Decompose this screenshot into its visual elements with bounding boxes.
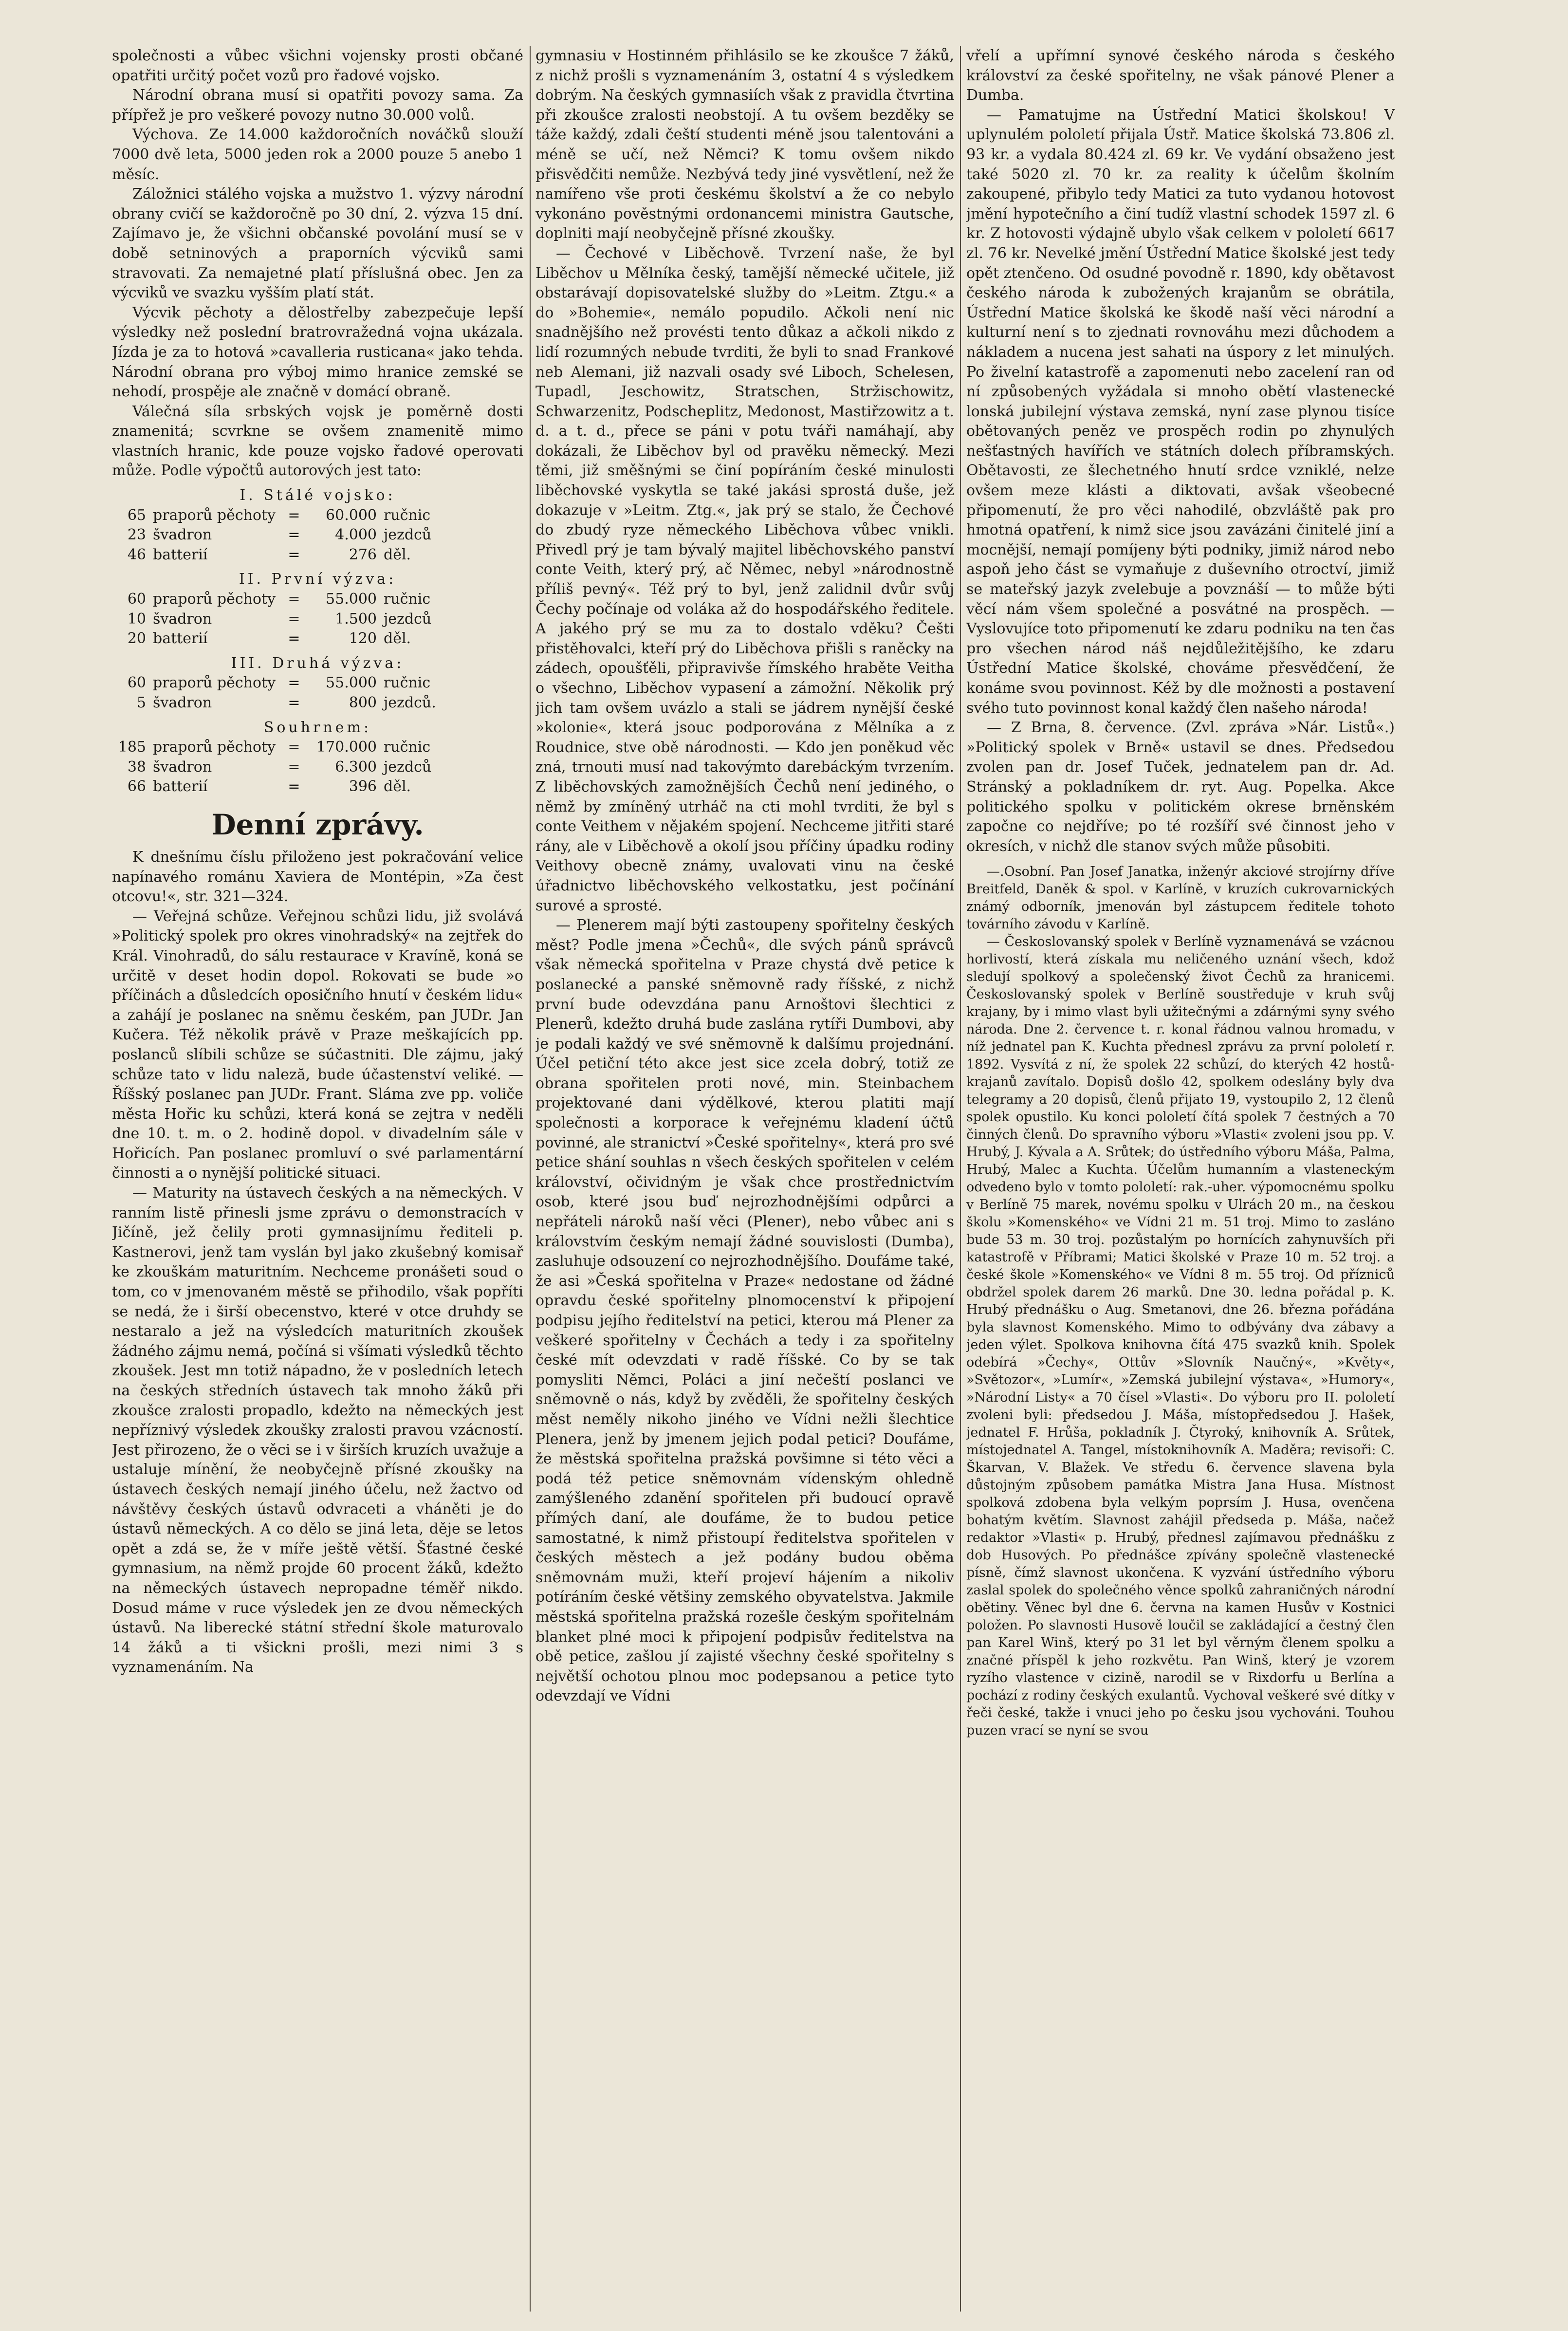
column-divider [960, 46, 961, 2312]
count-cell: 38 [127, 758, 146, 776]
army-table [112, 738, 523, 797]
count-cell: 60 [127, 591, 146, 608]
article-paragraph: vřelí a upřímní synové českého národa s českého království za české spořitelny, ne však pánové Plener a Dumba. [966, 47, 1395, 104]
army-table [112, 673, 523, 713]
value-cell: 396 [349, 778, 377, 796]
equals-cell: = [288, 630, 300, 648]
unit-cell: švadron [153, 694, 212, 711]
unit-cell: praporů pěchoty [153, 506, 276, 524]
equals-cell: = [288, 506, 300, 524]
kind-cell: jezdců. [384, 694, 436, 711]
article-paragraph: Národní obrana musí si opatřiti povozy sama. Za přípřež je pro veškeré povozy nutno 30.000 volů. [112, 87, 523, 124]
unit-cell: batterií [153, 630, 208, 648]
equals-cell: = [288, 758, 300, 776]
article-paragraph-small: —.Osobní. Pan Josef Janatka, inženýr akciové strojírny dříve Breitfeld, Daněk & spol. v Karlíně, v kruzích cukrovarnických známý odborník, jmenován byl zástupcem ředitele tohoto továrního závodu v Karlíně. [966, 864, 1395, 932]
table-row [112, 673, 523, 693]
article-paragraph: společnosti a vůbec všichni vojensky prosti občané opatřiti určitý počet vozů pro řadové vojsko. [112, 47, 523, 84]
value-cell: 60.000 [326, 506, 377, 524]
count-cell: 46 [127, 546, 146, 563]
table-row [112, 693, 523, 713]
count-cell: 20 [127, 630, 146, 648]
unit-cell: švadron [153, 526, 212, 544]
equals-cell: = [288, 739, 300, 756]
kind-cell: jezdců [384, 526, 432, 544]
article-paragraph-small: — Českoslovanský spolek v Berlíně vyznamenává se vzácnou horlivostí, která získala mu neličeného uznání všech, kdož sledují spolkový a společenský život Čechů za hranicemi. Českoslovanský spolek v Berlíně soustředuje v kruh svůj krajany, by i mimo vlast byli užitečnými a zdárnými syny svého národa. Dne 2. července t. r. konal řádnou valnou hromadu, v níž jednatel pan K. Kuchta přednesl zprávu za první pololetí r. 1892. Vysvítá z ní, že spolek 22 schůzí, do kterých 42 hostů-krajanů zavítalo. Dopisů došlo 42, spolkem odeslány byly dva telegramy a 20 dopisů, členů přijato 19, vystoupilo 2, 12 členů spolek opustilo. Ku konci pololetí čítá spolek 7 čestných a 70 činných členů. Do spravního výboru »Vlasti« zvoleni jsou pp. V. Hrubý, J. Kývala a A. Srůtek; do ústředního výboru Máša, Palma, Hrubý, Malec a Kuchta. Účelům humanním a vlasteneckým odvedeno bylo v tomto pololetí: rak.-uher. výpomocnému spolku v Berlíně 75 marek, novému spolku v Ulrách 20 m., na českou školu »Komenského« ve Vídni 21 m. 51 troj. Mimo to zasláno bude 53 m. 30 troj. pozůstalým po hornících zahynuvších při katastrofě v Příbrami; Matici školské v Praze 10 m. 52 troj. a české škole »Komenského« ve Vídni 8 m. 55 troj. Od přízniců obdržel spolek darem 26 marků. Dne 30. ledna pořádal p. K. Hrubý přednášku o Aug. Smetanovi, dne 26. března pořádána byla slavnost Komenského. Mimo to odbývány dva zábavy a jeden výlet. Spolkova knihovna čítá 475 svazků knih. Spolek odebírá »Čechy«, Ottův »Slovník Naučný«, »Květy«, »Světozor«, »Lumír«, »Zemská jubilejní výstava«, »Humory«, »Národní Listy« a 70 čísel »Vlasti«. Do výboru pro II. pololetí zvoleni byli: předsedou J. Máša, místopředsedou J. Hašek, jednatel F. Hrůša, pokladník J. Čtyroký, knihovník A. Srůtek, místojednatel A. Tangel, místoknihovník A. Maděra; revisoři: C. Škarvan, V. Blažek. Ve středu 6. července slavena byla důstojným způsobem památka Mistra Jana Husa. Místnost spolková zdobena byla velkým poprsím J. Husa, ovenčena bohatým květím. Slavnost zahájil předseda p. Máša, načež redaktor »Vlasti« p. Hrubý, přednesl zajímavou přednášku z dob Husových. Po přednášce zpívány společně vlastenecké písně, čímž slavnost ukončena. K vyzvání ústředního výboru zaslal spolek do společného věnce spolků zahraničných národní obětiny. Věnec byl dne 6. června na kamen Husův v Kostnici položen. Po slavnosti Husově loučil se zakládající a čestný člen pan Karel Winš, který po 31 let byl věrným členem spolku a značné příspěl k jeho rozkvětu. Pan Winš, který je vzorem ryzího vlastence v cizině, narodil se v Rixdorfu u Berlína a pochází z rodiny českých exulantů. Vychoval veškeré své dítky v řeči české, takže i vnuci jeho po česku jsou vychováni. Touhou puzen vrací se nyní se svou [966, 934, 1395, 1739]
table-row [112, 777, 523, 797]
article-paragraph: Záložnici stálého vojska a mužstvo 1. výzvy národní obrany cvičí se každoročně po 30 dní, 2. výzva 15 dní. Zajímavo je, že všichni občanské povolání musí se v době setninových a praporních výcviků sami stravovati. Za nemajetné platí příslušná obec. Jen za výcviků ve svazku vyšším platí stát. [112, 185, 523, 302]
value-cell: 6.300 [335, 758, 377, 776]
value-cell: 4.000 [335, 526, 377, 544]
equals-cell: = [288, 694, 300, 711]
count-cell: 185 [118, 739, 146, 756]
kind-cell: jezdců [384, 758, 432, 776]
table-row [112, 629, 523, 649]
value-cell: 55.000 [326, 591, 377, 608]
equals-cell: = [288, 526, 300, 544]
unit-cell: švadron [153, 758, 212, 776]
article-paragraph: Výcvik pěchoty a dělostřelby zabezpečuje lepší výsledky než poslední bratrovražedná vojna ukázala. Jízda je za to hotová »cavalleria rusticana« jako tehda. Národní obrana pro výboj mimo hranice zemské se nehodí, prospěje ale značně v domácí obraně. [112, 304, 523, 401]
kind-cell: ručnic [384, 674, 431, 692]
article-paragraph: — Z Brna, 8. července. (Zvl. zpráva »Nár. Listů«.) »Politický spolek v Brně« ustavil se dnes. Předsedou zvolen pan dr. Josef Tuček, jednatelem pan dr. Ad. Stránský a pokladníkem dr. ryt. Aug. Popelka. Akce politického spolku v politickém okrese brněnském započne co nejdříve; po té rozšíří své činnost jeho v okresích, v nichž dle stanov svých může působiti. [966, 719, 1395, 855]
value-cell: 120 [349, 630, 377, 648]
count-cell: 23 [127, 526, 146, 544]
table-row [112, 525, 523, 545]
kind-cell: děl. [384, 778, 411, 796]
army-strength-tables [112, 486, 523, 797]
table-title: III. Druhá výzva: [231, 654, 405, 672]
article-paragraph: — Veřejná schůze. Veřejnou schůzi lidu, již svolává »Politický spolek pro okres vinohradský« na zejtřek do Král. Vinohradů, do sálu restaurace v Kravíně, koná se určitě v deset hodin dopol. Rokovati se bude »o příčinách a důsledcích oposičního hnutí v českém lidu« a zahájí je poslanec na sněmu českém, pan JUDr. Jan Kučera. Též několik právě v Praze meškajících pp. poslanců slíbili schůze se súčastniti. Dle zájmu, jaký schůze tato v lidu naleză, bude účastenství veliké. — Říšský poslanec pan JUDr. Frant. Sláma zve pp. voliče města Hořic ku schůzi, která koná se zejtra v neděli dne 10. t. m. o 2. hodině dopol. v divadelním sále v Hořicích. Pan poslanec promluví o své parlamentární činnosti a o nynější politické situaci. [112, 907, 523, 1182]
unit-cell: praporů pěchoty [153, 674, 276, 692]
table-title: Souhrnem: [263, 719, 372, 736]
article-paragraph: Válečná síla srbských vojsk je poměrně dosti znamenitá; scvrkne se ovšem znamenitě mimo vlastních hranic, kde pouze vojsko řadové operovati může. Podle výpočtů autorových jest tato: [112, 403, 523, 480]
count-cell: 60 [127, 674, 146, 692]
army-table [112, 590, 523, 649]
unit-cell: batterií [153, 778, 208, 796]
kind-cell: děl. [384, 546, 411, 563]
value-cell: 276 [349, 546, 377, 563]
count-cell: 66 [127, 778, 146, 796]
unit-cell: švadron [153, 610, 212, 628]
equals-cell: = [288, 674, 300, 692]
article-paragraph: — Čechové v Liběchově. Tvrzení naše, že byl Liběchov u Mělníka český, tamější německé učitele, již obstarávají dopisovatelské služby do »Leitm. Ztgu.« a do »Bohemie«, nemálo popudilo. Ačkoli není nic snadnějšího než provésti tento důkaz a ačkoli nikdo z lidí rozumných nebude tvrditi, že byli to snad Frankové neb Alemani, již nazvali osady své Liboch, Schelesen, Tupadl, Jeschowitz, Stratschen, Stržischowitz, Schwarzenitz, Podscheplitz, Medonost, Mastiřzowitz a t. d. a t. d., přece se páni v potu tváři namáhají, aby dokázali, že Liběchov byl od pravěku německý. Mezi těmi, již směšnými se činí popíráním české minulosti liběchovské vyskytla se také jakási sprostá duše, jež dokazuje v »Leitm. Ztg.«, jak prý se stalo, že Čechové do zbudý ryze německého Liběchova vůbec vnikli. Přivedl prý je tam bývalý majitel liběchovského panství conte Veith, který prý, ač Němec, nebyl »národnostně příliš pevný«. Též prý to byl, jenž zalidnil dvůr svůj Čechy počínaje od voláka až do hospodářského ředitele. A jakého prý se mu za to dostalo vděku? Češti přistěhovalci, kteří prý do Liběchova přišli s raněcky na zádech, opoušťěli, připravivše římského hraběte Veitha o všechno, Liběchov vypasení a zámožní. Několik prý jich tam ovšem uvázlo a stali se jádrem nynější české »kolonie«, která jsouc podporována z Mělníka a z Roudnice, stve obě národnosti. — Kdo jen poněkud věc zná, trnouti musí nad takovýmto darebáckým tvrzením. Z liběchovských zamožnějších Čechů není jediného, o němž by zmíněný utrháč na cti mohl tvrditi, že byl s conte Veithem v nějakém spojení. Nechceme jitřiti staré rány, ale v Liběchově a okolí jsou příčiny úpadku rodiny Veithovy obecně známy, uvalovati vinu na české úřadnictvo liběchovského velkostatku, jest počínání surové a sprosté. [535, 244, 954, 914]
table-row [112, 590, 523, 610]
article-paragraph: — Pamatujme na Ústřední Matici školskou! V uplynulém pololetí přijala Ústř. Matice školská 73.806 zl. 93 kr. a vydala 80.424 zl. 69 kr. Ve vydání obsaženo jest také 5020 zl. 70 kr. za reality k účelům školním zakoupené, přibylo tedy Matici za tuto vydanou hotovost jmění hypotečního a činí tudíž vlastní schodek 1597 zl. 6 kr. Z hotovosti výdajně ubylo však celkem v pololetí 6617 zl. 76 kr. Nevelké jmění Ústřední Matice školské jest tedy opět ztenčeno. Od osudné povodně r. 1890, kdy obětavost českého národa k zubožených krajanům se obrátila, Ústřední Matice školská ke škodě naší věci národní a kulturní není s to zjednati rovnováhu mezi důchodem a nákladem a nucena jest sahati na úspory z let minulých. Po živelní katastrofě a zapomenuti nebo zacelení ran od ní způsobených vyžádala si mnoho obětí vlastenecké lonská jubilejní výstava zemská, nyní zase plynou tisíce obětovaných peněz ve prospěch rodin po zhynulých nešťastných havířích ve státních dolech příbramských. Obětavosti, ze šlechetného hnutí srdce vzniklé, nelze ovšem meze klásti a diktovati, avšak všeobecné připomenutí, že pro věci nahodilé, obzvláště pak pro hmotná opatření, k nimž sice jsou zavázáni činitelé jiní a mocnější, nemají pomíjeny býti podniky, jimiž národ nebo aspoň jeho část se vymaňuje z duševního otroctví, jimiž se mateřský jazyk zvelebuje a povznáší — to může býti věcí nám všem společné a posvátné na prospěch. — Vyslovujíce toto připomenutí ke zdaru podniku na ten čas pro všechen národ náš nejdůležitějšího, ke zdaru Ústřední Matice školské, chováme přesvědčení, že konáme svou povinnost. Kéž by dle možnosti a postavení svého tuto povinnost konal každý člen našeho národa! [966, 106, 1395, 717]
unit-cell: praporů pěchoty [153, 739, 276, 756]
table-row [112, 506, 523, 526]
value-cell: 1.500 [335, 610, 377, 628]
table-title: I. Stálé vojsko: [240, 487, 396, 504]
table-row [112, 545, 523, 565]
article-paragraph: K dnešnímu číslu přiloženo jest pokračování velice napínavého románu Xaviera de Montépin, »Za čest otcovu!«, str. 321—324. [112, 848, 523, 906]
unit-cell: batterií [153, 546, 208, 563]
table-row [112, 758, 523, 777]
table-row [112, 738, 523, 758]
kind-cell: jezdců [384, 610, 432, 628]
equals-cell: = [288, 546, 300, 563]
equals-cell: = [288, 610, 300, 628]
kind-cell: děl. [384, 630, 411, 648]
article-paragraph: Výchova. Ze 14.000 každoročních nováčků slouží 7000 dvě leta, 5000 jeden rok a 2000 pouze 5 anebo 1 měsíc. [112, 126, 523, 183]
kind-cell: ručnic [384, 591, 431, 608]
column-middle [535, 46, 954, 2302]
table-title: II. První výzva: [239, 571, 397, 588]
column-right [966, 46, 1395, 2302]
equals-cell: = [288, 591, 300, 608]
article-paragraph: — Maturity na ústavech českých a na německých. V ranním listě přinesli jsme zprávu o demonstracích v Jičíně, jež čelily proti gymnasijnímu řediteli p. Kastnerovi, jenž tam vyslán byl jako zkušebný komisař ke zkouškám maturitním. Nechceme pronášeti soud o tom, co v jmenovaném městě se přihodilo, však popříti se nedá, že i širší obecenstvo, které v otce druhdy se nestaralo a jež na výsledcích maturitních zkoušek žádného zájmu nemá, počíná si všímati výsledků těchto zkoušek. Jest mn totiž nápadno, že v posledních letech na českých středních ústavech tak mnoho žáků při zkoušce zralosti propadlo, kdežto na německých jest nepříznivý výsledek zkoušky zralosti pravou vzácností. Jest přirozeno, že o věci se i v širších kruzích uvažuje a ustaluje mínění, že neobyčejně přísné zkoušky na ústavech českých nemají jiného účelu, než žactvo od návštěvy českých ústavů odvraceti a vháněti je do ústavů německých. A co dělo se jiná leta, děje se letos opět a zdá se, že v míře ještě větší. Šťastné české gymnasium, na němž projde 60 procent žáků, kdežto na německých ústavech nepropadne téměř nikdo. Dosud máme v ruce výsledek jen ze dvou německých ústavů. Na liberecké státní střední škole maturovalo 14 žáků a ti všickni prošli, mezi nimi 3 s vyznamenáním. Na [112, 1184, 523, 1676]
kind-cell: ručnic [384, 739, 431, 756]
count-cell: 65 [127, 506, 146, 524]
value-cell: 800 [349, 694, 377, 711]
article-paragraph: gymnasiu v Hostinném přihlásilo se ke zkoušce 7 žáků, z nichž prošli s vyznamenáním 3, ostatní 4 s výsledkem dobrým. Na českých gymnasiích však z pravidla čtvrtina při zkoušce zralosti neobstojí. A tu ovšem bezděky se táže každý, zdali čeští studenti méně jsou talentováni a méně se učí, než Němci? K tomu ovšem nikdo přisvědčiti nemůže. Nezbývá tedy jiné vysvětlení, než že namířeno vše proti českému školství a že co nebylo vykonáno pověstnými ordonancemi ministra Gautsche, doplniti mají neobyčejně přísné zkoušky. [535, 47, 954, 242]
unit-cell: praporů pěchoty [153, 591, 276, 608]
table-row [112, 610, 523, 629]
count-cell: 5 [136, 694, 146, 711]
value-cell: 170.000 [316, 739, 377, 756]
article-paragraph: — Plenerem mají býti zastoupeny spořitelny českých měst? Podle jmena »Čechů«, dle svých pánů správců však německá spořitelna v Praze chystá dvě petice k poslanecké a panské sněmovně rady říšské, z nichž první bude odevzdána panu Arnoštovi šlechtici z Plenerů, kdežto druhá bude zaslána rytíři Dumbovi, aby je podali každý ve své sněmovně k dalšímu projednání. Účel petiční této akce jest sice zcela dobrý, totiž ze obrana spořitelen proti nové, min. Steinbachem projektované dani výdělkové, kterou platiti mají společnosti a korporace k veřejnému kladení účtů povinné, ale stranictví »České spořitelny«, která pro své petice shání souhlas n všech českých spořitelen v celém království, očividným je však chce prostřednictvím osob, které jsou buď nejrozhodnějšími odpůrci a nepřáteli nároků naší věci (Plener), nebo vůbec ani s královstvím českým nemají žádné souvislosti (Dumba), zasluhuje odsouzení co nejrozhodnějšího. Doufáme také, že asi »Česká spořitelna v Praze« nedostane od žádné opravdu české spořitelny plnomocenství k připojení podpisu jejího ředitelství na petici, kterou má Plener za veškeré spořitelny v Čechách a tedy i za spořitelny české mít odevzdati v radě říšské. Co by se tak pomysliti Němci, Poláci a jiní nečeští poslanci ve sněmovně o nás, když by zvěděli, že spořitelny českých měst neměly nikoho jiného ve Vídni nežli šlechtice Plenera, jenž by jmenem jejich podal petici? Doufáme, že městská spořitelna pražská povšimne si této věci a podá též petice sněmovnám vídenským ohledně zamýšleného zdanění spořitelen při budoucí opravě přímých daní, ale doufáme, že to budou petice samostatné, k nimž přistoupí ředitelstva spořitelen v českých městech a jež podány budou oběma sněmovnám muži, kteří projeví hájením a nikoliv potíráním české většiny zemského obyvatelstva. Jakmile městská spořitelna pražská rozešle českým spořitelnám blanket plné moci k připojení podpisův ředitelstva na obě petice, zašlou jí zajisté všechny české spořitelny s největší ochotou plnou moc podepsanou a petice tyto odevzdají ve Vídni [535, 917, 954, 1705]
value-cell: 55.000 [326, 674, 377, 692]
count-cell: 10 [127, 610, 146, 628]
equals-cell: = [288, 778, 300, 796]
column-left [112, 46, 523, 2302]
army-table [112, 506, 523, 565]
kind-cell: ručnic [384, 506, 431, 524]
section-heading: Denní zprávy. [211, 808, 424, 841]
column-divider [530, 46, 531, 2312]
